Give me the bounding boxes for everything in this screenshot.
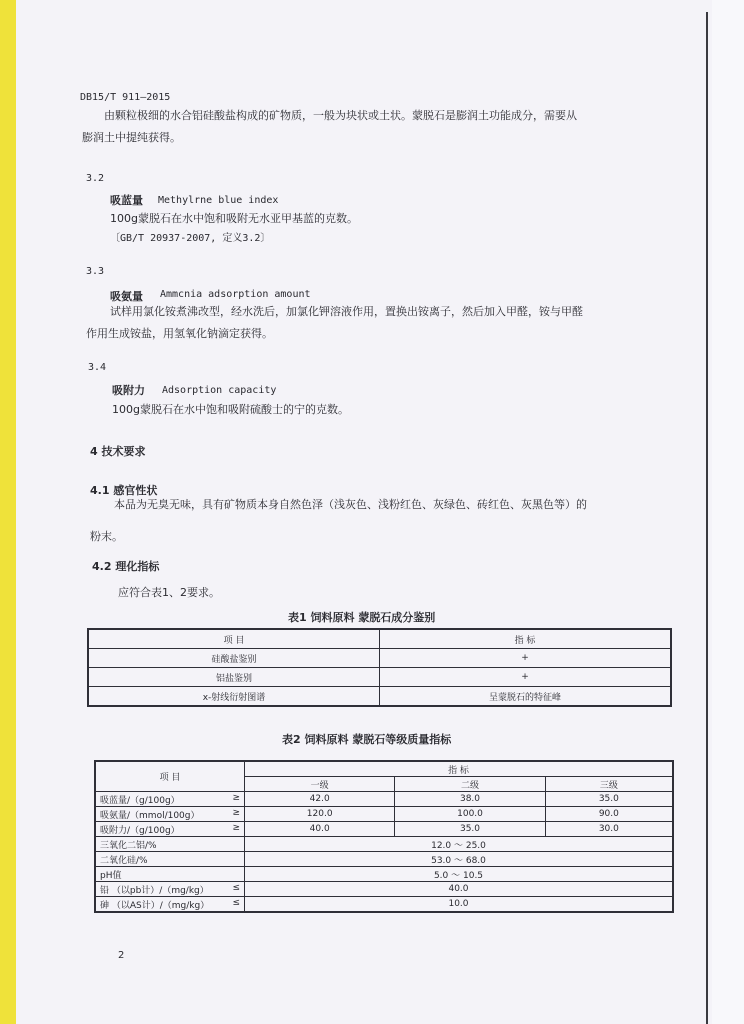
section-3-2-number: 3.2 [86, 173, 105, 184]
table-cell: 硅酸盐鉴别 [88, 649, 380, 668]
table-cell: 12.0 ～ 25.0 [245, 837, 674, 852]
row-operator: ≥ [232, 807, 240, 818]
page-number: 2 [118, 950, 125, 961]
section-3-2-term: 吸蓝量 [110, 194, 143, 207]
table-cell: 100.0 [395, 807, 545, 822]
table-cell: 120.0 [245, 807, 395, 822]
table-row [95, 792, 673, 807]
table-row-label [95, 897, 245, 913]
table-cell: x-射线衍射图谱 [88, 687, 380, 707]
table-2-grade-1: 一级 [245, 777, 395, 792]
table-1 [87, 628, 672, 707]
section-3-4-definition: 100g蒙脱石在水中饱和吸附硫酸士的宁的克数。 [112, 403, 349, 416]
intro-line-2: 膨润土中提纯获得。 [82, 131, 181, 144]
table-row [95, 807, 673, 822]
doc-code: DB15/T 911—2015 [80, 92, 171, 103]
table-cell: 35.0 [395, 822, 545, 837]
section-3-2-english: Methylrne blue index [158, 195, 279, 206]
section-3-3-line-1: 试样用氯化铵煮沸改型，经水洗后，加氯化钾溶液作用，置换出铵离子，然后加入甲醛，铵与甲醛 [110, 305, 583, 318]
table-cell: 90.0 [545, 807, 673, 822]
row-label-text: 铅 （以pb计）/（mg/kg） [100, 885, 209, 896]
section-3-4-term: 吸附力 [112, 384, 145, 397]
row-operator: ≤ [232, 882, 240, 893]
table-1-header-item: 项 目 [88, 629, 380, 649]
row-operator: ≥ [232, 792, 240, 803]
section-4-1-line-1: 本品为无臭无味，具有矿物质本身自然色泽（浅灰色、浅粉红色、灰绿色、砖红色、灰黑色等）的 [114, 498, 587, 511]
table-row [95, 852, 673, 867]
table-cell: 10.0 [245, 897, 674, 913]
table-row-label [95, 822, 245, 837]
intro-line-1: 由颗粒极细的水合铝硅酸盐构成的矿物质，一般为块状或土状。蒙脱石是膨润土功能成分，需要从 [104, 109, 577, 122]
table-2-grade-2: 二级 [395, 777, 545, 792]
section-3-3-english: Ammcnia adsorption amount [160, 289, 311, 300]
section-4-1-title: 4.1 感官性状 [90, 484, 158, 497]
table-cell: 30.0 [545, 822, 673, 837]
section-3-3-line-2: 作用生成铵盐，用氢氧化钠滴定获得。 [86, 327, 273, 340]
section-4-title: 4 技术要求 [90, 445, 146, 458]
section-3-4-english: Adsorption capacity [162, 385, 277, 396]
section-4-1-line-2: 粉末。 [90, 530, 123, 543]
table-cell: 42.0 [245, 792, 395, 807]
table-2-header-row-1 [95, 761, 673, 777]
section-4-2-text: 应符合表1、2要求。 [118, 586, 220, 599]
section-3-2-reference: 〔GB/T 20937-2007, 定义3.2〕 [110, 233, 271, 244]
table-cell: 5.0 ～ 10.5 [245, 867, 674, 882]
scan-margin [712, 0, 744, 1024]
row-label-text: 吸氨量/（mmol/100g） [100, 810, 200, 821]
table-2-header-index: 指 标 [245, 761, 674, 777]
table-cell: 35.0 [545, 792, 673, 807]
table-row [95, 897, 673, 913]
table-row [88, 668, 671, 687]
table-row-label [95, 807, 245, 822]
table-cell: 铝盐鉴别 [88, 668, 380, 687]
table-row [95, 867, 673, 882]
table-2-caption: 表2 饲料原料 蒙脱石等级质量指标 [282, 733, 452, 746]
page-edge-line [706, 12, 708, 1024]
section-3-3-term: 吸氨量 [110, 290, 143, 303]
table-2 [94, 760, 674, 913]
table-row-label [95, 882, 245, 897]
table-1-caption: 表1 饲料原料 蒙脱石成分鉴别 [288, 611, 436, 624]
section-3-2-definition: 100g蒙脱石在水中饱和吸附无水亚甲基蓝的克数。 [110, 212, 358, 225]
row-label-text: 吸蓝量/（g/100g） [100, 795, 180, 806]
table-row [88, 649, 671, 668]
table-cell: + [380, 668, 672, 687]
table-row-label [95, 792, 245, 807]
table-cell: 38.0 [395, 792, 545, 807]
table-row-label: 三氧化二铝/% [95, 837, 245, 852]
table-row [88, 687, 671, 707]
table-cell: 40.0 [245, 882, 674, 897]
row-operator: ≥ [232, 822, 240, 833]
row-operator: ≤ [232, 897, 240, 908]
row-label-text: 砷 （以AS计）/（mg/kg） [100, 900, 210, 911]
table-cell: 40.0 [245, 822, 395, 837]
scanner-yellow-edge [0, 0, 16, 1024]
table-1-header-index: 指 标 [380, 629, 672, 649]
table-2-grade-3: 三级 [545, 777, 673, 792]
section-4-2-title: 4.2 理化指标 [92, 560, 160, 573]
row-label-text: 吸附力/（g/100g） [100, 825, 180, 836]
section-3-4-number: 3.4 [88, 362, 107, 373]
table-row [95, 882, 673, 897]
table-cell: 呈蒙脱石的特征峰 [380, 687, 672, 707]
table-row-label: pH值 [95, 867, 245, 882]
table-1-header-row [88, 629, 671, 649]
table-cell: 53.0 ～ 68.0 [245, 852, 674, 867]
table-row [95, 822, 673, 837]
section-3-3-number: 3.3 [86, 266, 105, 277]
table-2-header-item: 项 目 [95, 761, 245, 792]
table-row [95, 837, 673, 852]
table-row-label: 二氧化硅/% [95, 852, 245, 867]
table-cell: + [380, 649, 672, 668]
